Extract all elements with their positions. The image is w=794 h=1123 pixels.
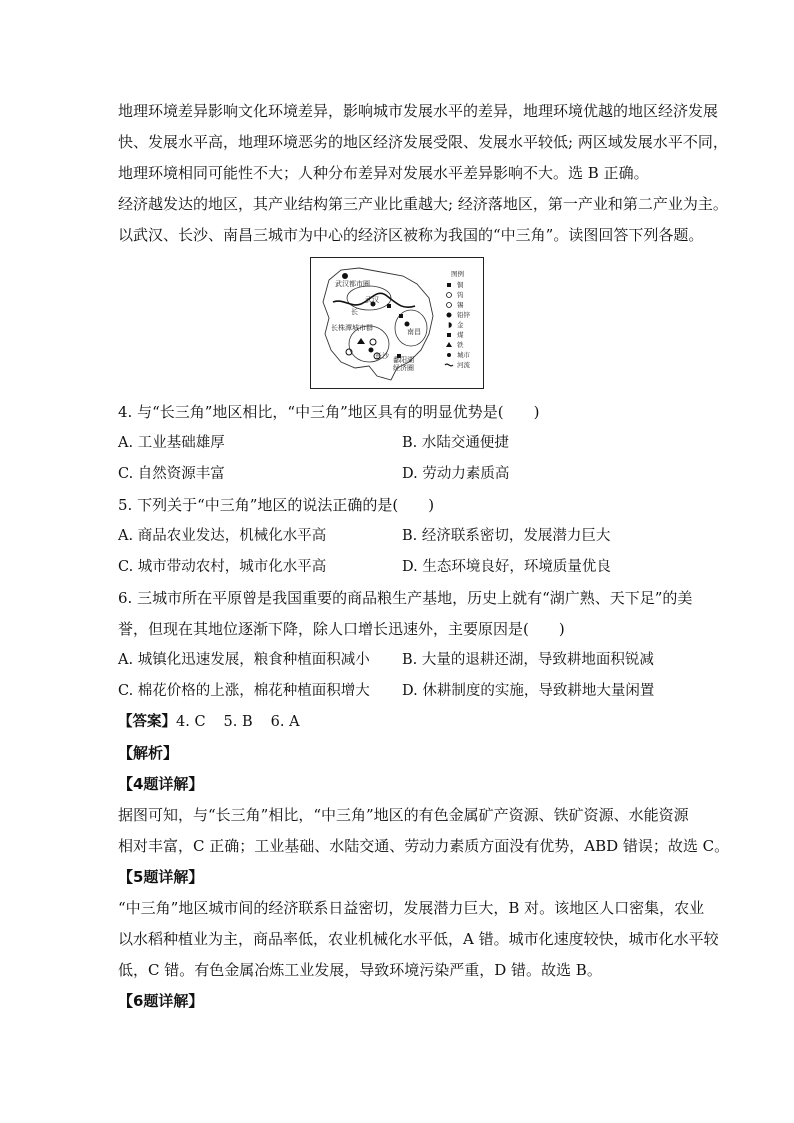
- option-row: [118, 552, 690, 583]
- legend-item: 锡: [457, 301, 464, 309]
- detail-heading: 【4题详解】: [118, 775, 204, 793]
- option-row: [118, 521, 690, 552]
- legend-iron-icon: [446, 342, 452, 347]
- answer-item: 4. C: [176, 714, 206, 730]
- detail-4: [118, 769, 730, 862]
- label-nanchang: 南昌: [407, 328, 421, 336]
- legend-item: 城市: [457, 351, 470, 359]
- answer-label: 【答案】: [118, 714, 176, 730]
- option-row: [118, 645, 690, 676]
- legend-copper-icon: [447, 283, 451, 287]
- detail-6: [118, 986, 690, 1017]
- option-d: D. 生态环境良好，环境质量优良: [402, 559, 611, 575]
- option-row: [118, 676, 690, 707]
- detail-line: 以水稻种植业为主，商品率低，农业机械化水平低，A 错。城市化速度较快，城市化水平较: [118, 930, 719, 948]
- answer-line: [118, 707, 690, 738]
- option-c: C. 棉花价格的上涨，棉花种植面积增大: [118, 683, 370, 699]
- option-a: A. 城镇化迅速发展，粮食种植面积减小: [118, 652, 370, 668]
- legend-gold-icon: [449, 323, 452, 328]
- legend-item: 铁: [457, 341, 464, 349]
- label-river: 长: [351, 308, 358, 316]
- option-c: C. 自然资源丰富: [118, 466, 225, 482]
- copper-icon: [399, 314, 403, 318]
- label-poyang-2: 经济圈: [393, 364, 414, 372]
- question-stem: 5. 下列关于“中三角”地区的说法正确的是( ): [118, 496, 435, 514]
- label-wuhan-metro: 武汉都市圈: [335, 280, 370, 288]
- legend-tin-icon: [447, 303, 452, 308]
- lead-zinc-icon: [370, 339, 376, 345]
- copper-icon: [387, 304, 391, 308]
- label-cszt: 长株潭城市群: [331, 324, 373, 332]
- legend-item: 钨: [457, 291, 464, 299]
- legend-item: 河流: [457, 361, 470, 369]
- analysis-heading: 【解析】: [118, 744, 179, 762]
- option-d: D. 休耕制度的实施，导致耕地大量闲置: [402, 683, 655, 699]
- intro-line: 快、发展水平高，地理环境恶劣的地区经济发展受限、发展水平较低; 两区域发展水平不同，: [118, 133, 728, 151]
- intro-line: 地理环境差异影响文化环境差异，影响城市发展水平的差异，地理环境优越的地区经济发展: [118, 102, 719, 120]
- option-d: D. 劳动力素质高: [402, 466, 510, 482]
- intro-line: 经济越发达的地区，其产业结构第三产业比重越大; 经济落地区，第一产业和第二产业为主。: [118, 195, 728, 213]
- legend-item: 铅锌: [457, 311, 470, 319]
- legend-coal-icon: [447, 333, 451, 337]
- legend-item: 金: [457, 321, 464, 329]
- label-changsha: 长沙: [375, 352, 389, 360]
- city-icon: [369, 348, 374, 353]
- detail-line: “中三角”地区城市间的经济联系日益密切，发展潜力巨大，B 对。该地区人口密集，农业: [118, 899, 705, 917]
- intro-paragraph: [118, 96, 728, 251]
- detail-heading: 【6题详解】: [118, 992, 204, 1010]
- city-icon: [405, 322, 410, 327]
- answer-item: 6. A: [270, 714, 300, 730]
- map-svg: [311, 258, 483, 388]
- answer-item: 5. B: [223, 714, 253, 730]
- legend-lead-zinc-icon: [447, 313, 452, 318]
- detail-heading: 【5题详解】: [118, 868, 204, 886]
- legend-title: 图例: [451, 270, 464, 278]
- document-page: [118, 96, 730, 1017]
- central-triangle-map: [310, 257, 484, 389]
- label-poyang: 鄱阳湖: [393, 356, 414, 364]
- legend-tungsten-icon: [447, 293, 452, 298]
- option-a: A. 商品农业发达，机械化水平高: [118, 528, 327, 544]
- legend-city-icon: [447, 353, 451, 357]
- iron-icon: [357, 338, 365, 344]
- question-4: [118, 397, 690, 490]
- detail-line: 相对丰富，C 正确；工业基础、水陆交通、劳动力素质方面没有优势，ABD 错误；故选 C。: [118, 837, 730, 855]
- label-wuhan: 武汉: [365, 296, 379, 304]
- option-c: C. 城市带动农村，城市化水平高: [118, 559, 327, 575]
- detail-line: 据图可知，与“长三角”相比，“中三角”地区的有色金属矿产资源、铁矿资源、水能资源: [118, 806, 689, 824]
- option-row: [118, 459, 690, 490]
- intro-line: 地理环境相同可能性不大；人种分布差异对发展水平差异影响不大。选 B 正确。: [118, 164, 649, 182]
- detail-5: [118, 862, 719, 986]
- option-b: B. 经济联系密切，发展潜力巨大: [402, 528, 611, 544]
- option-row: [118, 428, 690, 459]
- gold-icon: [342, 273, 348, 279]
- intro-line: 以武汉、长沙、南昌三城市为中心的经济区被称为我国的“中三角”。读图回答下列各题。: [118, 226, 704, 244]
- detail-line: 低，C 错。有色金属冶炼工业发展，导致环境污染严重，D 错。故选 B。: [118, 961, 602, 979]
- legend-item: 煤: [457, 331, 464, 339]
- question-6: [118, 583, 693, 707]
- legend-item: 铜: [457, 281, 464, 289]
- question-stem: 誉，但现在其地位逐渐下降，除人口增长迅速外，主要原因是( ): [118, 620, 565, 638]
- option-b: B. 大量的退耕还湖，导致耕地面积锐减: [402, 652, 654, 668]
- question-stem: 6. 三城市所在平原曾是我国重要的商品粮生产基地，历史上就有“湖广熟、天下足”的美: [118, 589, 693, 607]
- legend-river-icon: [445, 364, 453, 366]
- option-a: A. 工业基础雄厚: [118, 435, 225, 451]
- option-b: B. 水陆交通便捷: [402, 435, 509, 451]
- question-5: [118, 490, 690, 583]
- question-stem: 4. 与“长三角”地区相比，“中三角”地区具有的明显优势是( ): [118, 403, 540, 421]
